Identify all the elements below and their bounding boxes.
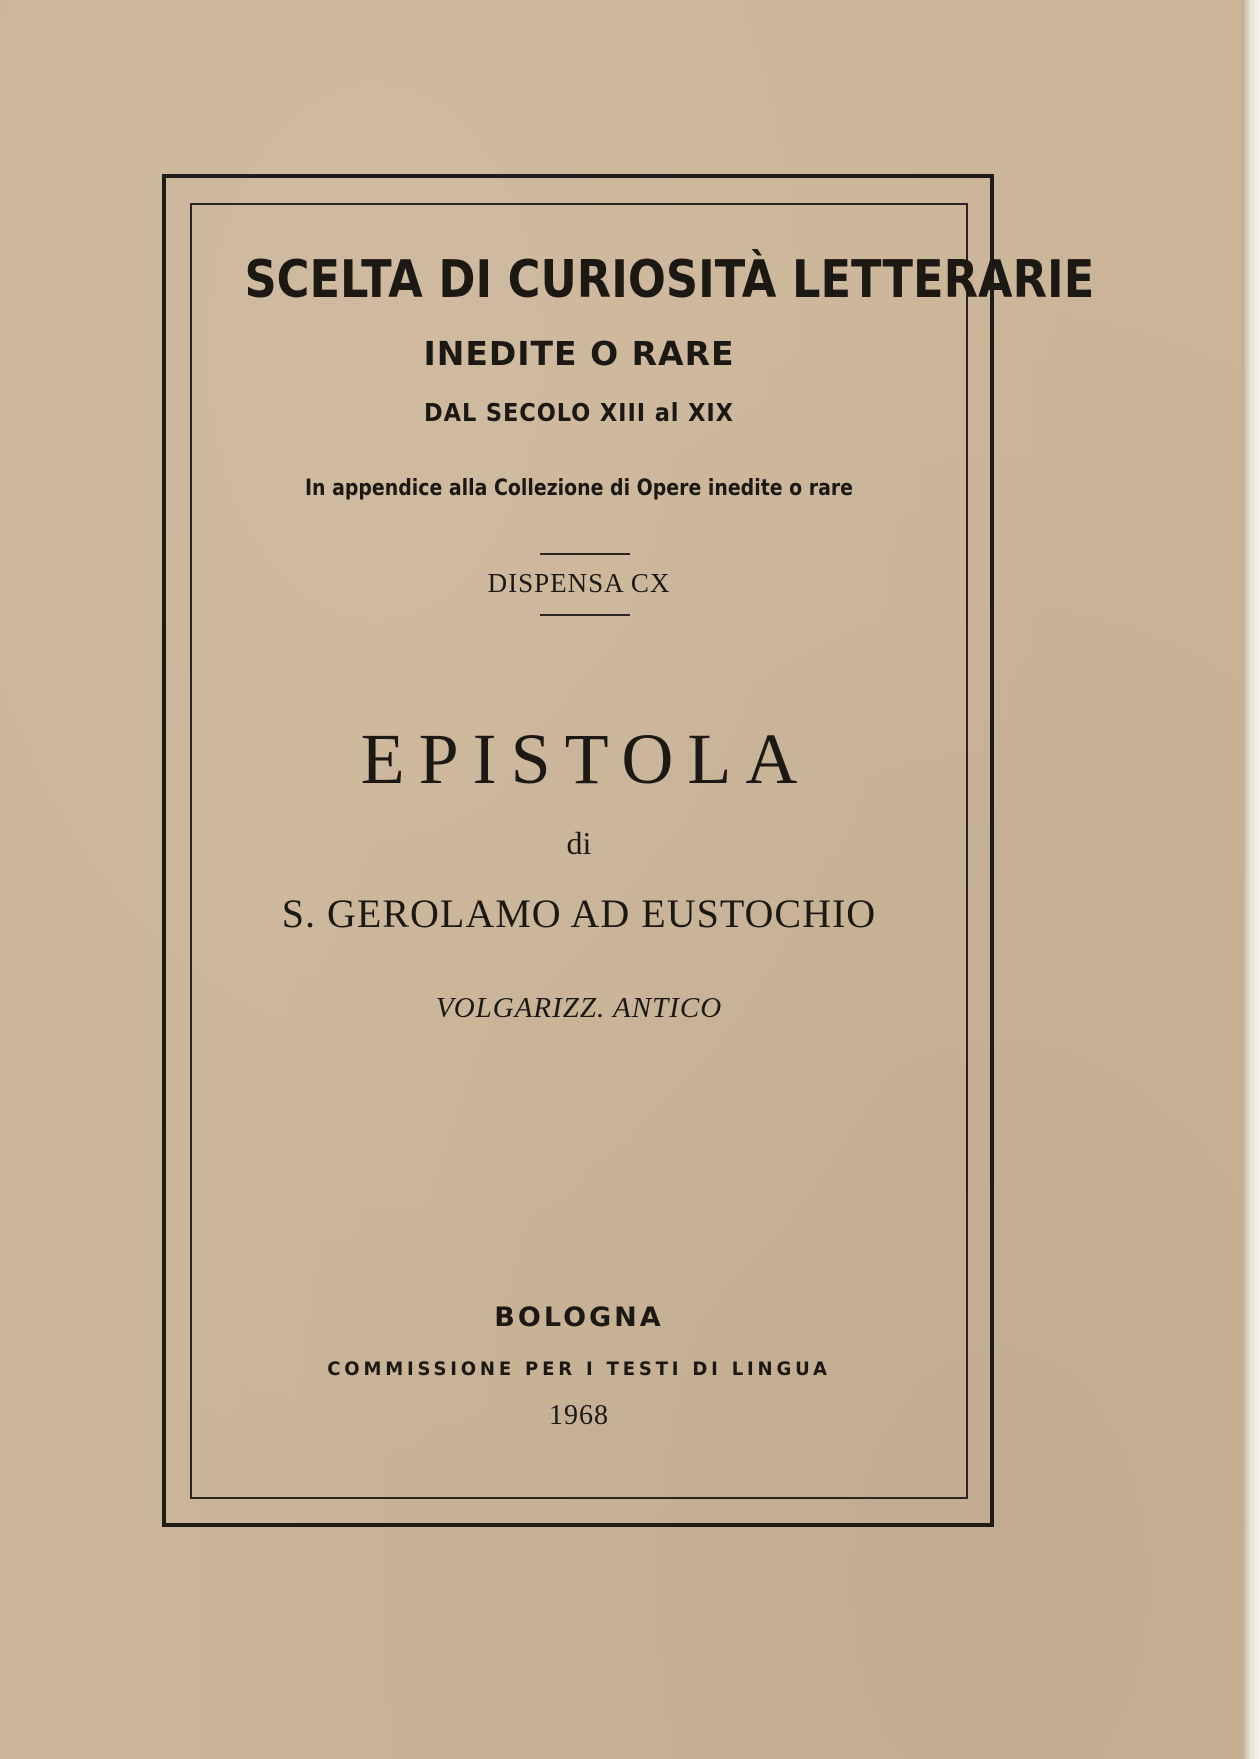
series-subtitle-centuries: DAL SECOLO XIII al XIX bbox=[424, 398, 734, 427]
publisher-name: COMMISSIONE PER I TESTI DI LINGUA bbox=[327, 1358, 831, 1380]
appendix-note: In appendice alla Collezione di Opere inedite o rare bbox=[304, 476, 854, 501]
page-edge bbox=[1242, 0, 1260, 1759]
book-author: S. GEROLAMO AD EUSTOCHIO bbox=[281, 891, 877, 936]
series-title: SCELTA DI CURIOSITÀ LETTERARIE bbox=[244, 250, 1095, 310]
publication-city: BOLOGNA bbox=[494, 1302, 664, 1333]
publication-year: 1968 bbox=[549, 1400, 609, 1431]
edition-note: VOLGARIZZ. ANTICO bbox=[435, 992, 723, 1024]
title-connector: di bbox=[566, 825, 592, 861]
divider-bottom bbox=[540, 614, 630, 616]
dispensa-number: DISPENSA CX bbox=[487, 568, 671, 598]
series-subtitle-rare: INEDITE O RARE bbox=[423, 334, 735, 373]
book-title: EPISTOLA bbox=[360, 719, 812, 799]
divider-top bbox=[540, 553, 630, 555]
